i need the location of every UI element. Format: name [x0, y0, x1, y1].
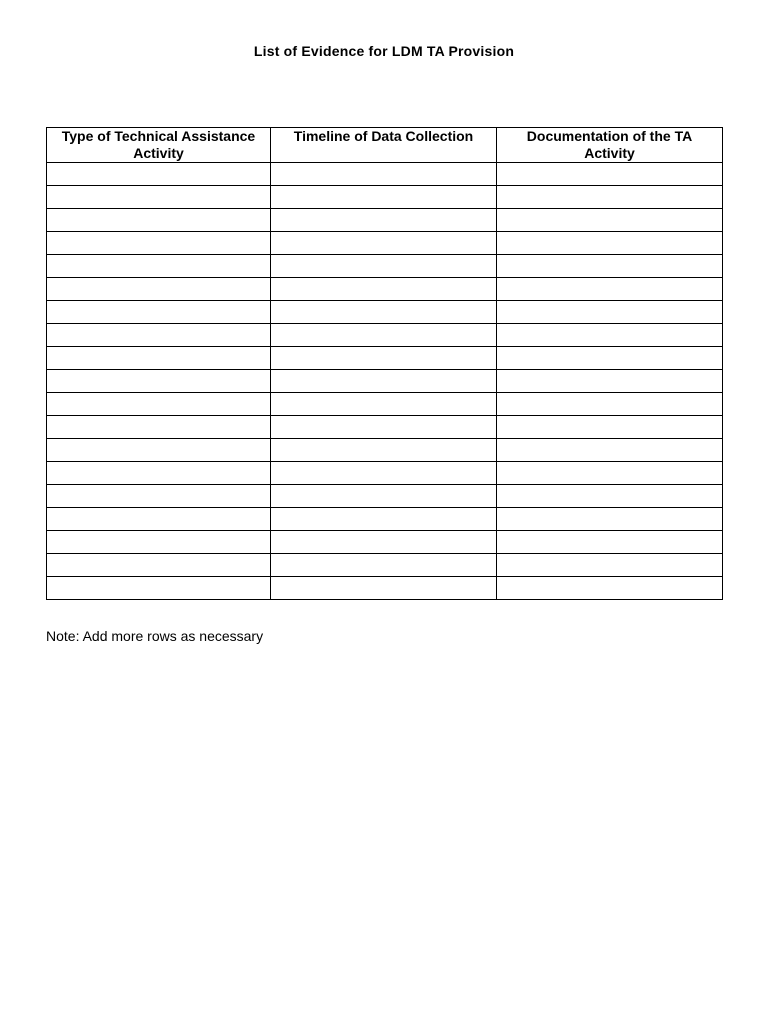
table-cell[interactable] [47, 531, 271, 554]
table-row [47, 324, 723, 347]
table-cell[interactable] [271, 416, 497, 439]
table-cell[interactable] [497, 255, 723, 278]
table-cell[interactable] [47, 577, 271, 600]
table-row [47, 485, 723, 508]
table-cell[interactable] [47, 232, 271, 255]
table-row [47, 255, 723, 278]
table-row [47, 301, 723, 324]
table-row [47, 278, 723, 301]
table-cell[interactable] [47, 393, 271, 416]
table-cell[interactable] [271, 439, 497, 462]
table-row [47, 508, 723, 531]
table-body [47, 163, 723, 600]
table-header-row [47, 128, 723, 163]
table-cell[interactable] [497, 209, 723, 232]
table-cell[interactable] [47, 439, 271, 462]
table-row [47, 186, 723, 209]
table-cell[interactable] [47, 301, 271, 324]
table-row [47, 416, 723, 439]
table-cell[interactable] [271, 324, 497, 347]
table-cell[interactable] [271, 163, 497, 186]
table-row [47, 347, 723, 370]
table-row [47, 393, 723, 416]
table-row [47, 577, 723, 600]
table-cell[interactable] [271, 209, 497, 232]
table-cell[interactable] [497, 531, 723, 554]
header-timeline: Timeline of Data Collection [271, 128, 497, 163]
document-title: List of Evidence for LDM TA Provision [253, 43, 515, 59]
table-cell[interactable] [271, 255, 497, 278]
table-cell[interactable] [497, 278, 723, 301]
table-cell[interactable] [497, 508, 723, 531]
table-cell[interactable] [47, 163, 271, 186]
table-cell[interactable] [271, 347, 497, 370]
table-cell[interactable] [47, 347, 271, 370]
table-cell[interactable] [47, 508, 271, 531]
table-cell[interactable] [497, 370, 723, 393]
table-cell[interactable] [271, 531, 497, 554]
table-cell[interactable] [497, 393, 723, 416]
table-cell[interactable] [497, 347, 723, 370]
table-cell[interactable] [497, 554, 723, 577]
table-cell[interactable] [271, 577, 497, 600]
table-cell[interactable] [497, 163, 723, 186]
table-cell[interactable] [271, 508, 497, 531]
table-cell[interactable] [497, 416, 723, 439]
note-text: Note: Add more rows as necessary [46, 628, 264, 644]
table-cell[interactable] [497, 186, 723, 209]
table-cell[interactable] [47, 186, 271, 209]
table-row [47, 462, 723, 485]
table-row [47, 439, 723, 462]
table-cell[interactable] [271, 462, 497, 485]
table-cell[interactable] [497, 462, 723, 485]
table-cell[interactable] [47, 278, 271, 301]
table-cell[interactable] [47, 416, 271, 439]
table-cell[interactable] [47, 370, 271, 393]
evidence-table [46, 127, 723, 600]
table-cell[interactable] [47, 485, 271, 508]
table-row [47, 531, 723, 554]
table-cell[interactable] [497, 324, 723, 347]
header-documentation: Documentation of the TA Activity [497, 128, 723, 163]
table-cell[interactable] [271, 301, 497, 324]
table-cell[interactable] [271, 393, 497, 416]
table-cell[interactable] [47, 255, 271, 278]
table-cell[interactable] [271, 554, 497, 577]
table-cell[interactable] [271, 186, 497, 209]
table-cell[interactable] [497, 232, 723, 255]
table-cell[interactable] [271, 485, 497, 508]
table-cell[interactable] [497, 485, 723, 508]
table-cell[interactable] [47, 554, 271, 577]
table-cell[interactable] [497, 577, 723, 600]
table-row [47, 163, 723, 186]
table-cell[interactable] [271, 232, 497, 255]
table-row [47, 554, 723, 577]
table-row [47, 209, 723, 232]
header-type-of-activity: Type of Technical Assistance Activity [47, 128, 271, 163]
table-row [47, 370, 723, 393]
table-cell[interactable] [47, 324, 271, 347]
table-row [47, 232, 723, 255]
table-cell[interactable] [47, 209, 271, 232]
table-cell[interactable] [497, 439, 723, 462]
table-cell[interactable] [271, 370, 497, 393]
table-cell[interactable] [497, 301, 723, 324]
table-cell[interactable] [271, 278, 497, 301]
table-cell[interactable] [47, 462, 271, 485]
